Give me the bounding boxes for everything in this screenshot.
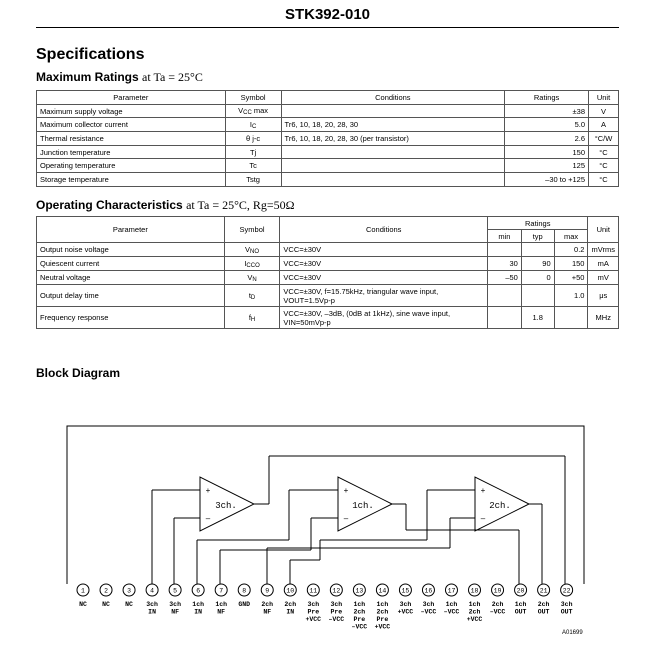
symbol-cell: θ j-c [225,132,281,146]
amp-plus-sign: + [480,486,486,495]
max-cell: 0.2 [554,243,588,257]
page-header-title: STK392-010 [284,6,371,23]
col-max: max [554,230,588,243]
pin-11 [305,584,321,623]
specifications-title: Specifications [36,46,145,63]
conditions-line: VCC=±30V, f=15.75kHz, triangular wave input, [283,286,439,296]
unit-cell: °C [589,146,619,159]
typ-cell: 90 [521,257,554,271]
rating-cell: –30 to +125 [505,173,589,187]
conditions-cell: Tr6, 10, 18, 20, 28, 30 (per transistor) [281,132,505,146]
op-char-condition: at Ta = 25°C, Rg=50Ω [186,198,295,212]
pin-label: Pre [330,608,343,616]
symbol-cell: $I_{CCO}$ [224,257,280,271]
pin-18 [467,584,483,623]
pin-label: 3ch [330,601,343,608]
symbol-cell: $f_H$ [224,307,280,329]
pin-label: +VCC [466,616,483,623]
max-cell: 1.0 [554,285,588,307]
pin-14 [375,584,391,631]
parameter-cell: Storage temperature [37,173,226,187]
rating-cell: 150 [505,146,589,159]
typ-cell: 0 [521,271,554,285]
pin-number: 3 [127,587,132,595]
rating-cell: 2.6 [505,132,589,146]
max-cell: +50 [554,271,588,285]
pin-16 [421,584,437,616]
pin-number: 9 [265,587,270,595]
unit-cell: °C [589,173,619,187]
conditions-cell: VCC=±30V [280,243,488,257]
pin-label: –VCC [351,623,368,631]
pin-label: 3ch [422,601,435,608]
pin-13 [352,584,368,631]
pin-number: 4 [150,587,155,595]
parameter-cell: Output noise voltage [37,243,225,257]
pin-number: 11 [309,587,318,595]
conditions-cell: VCC=±30V [280,271,488,285]
conditions-line: VCC=±30V, –3dB, (0dB at 1kHz), sine wave input, [283,308,451,318]
pin-label: 3ch [560,601,573,608]
pin-21 [538,584,550,616]
pin-label: 3ch [169,601,181,608]
pin-12 [329,584,345,623]
pin-label: GND [238,601,251,608]
pin-label: –VCC [328,616,345,623]
pin-number: 2 [104,587,108,595]
pin-17 [444,584,460,616]
amp-label-2ch: 2ch. [489,501,511,511]
col-typ: typ [521,230,554,243]
pin-number: 6 [196,587,201,595]
pin-number: 16 [424,587,433,595]
col-ratings: Ratings [505,91,589,105]
pin-label: Pre [376,616,389,623]
unit-cell: °C [589,159,619,173]
pin-label: 1ch [376,601,389,608]
pin-2 [100,584,112,608]
col-conditions: Conditions [281,91,505,105]
max-ratings-title: Maximum Ratings [36,70,139,84]
symbol-cell: $t_D$ [224,285,280,307]
pin-number: 10 [286,587,295,595]
amp-minus-sign: – [480,514,486,523]
pin-label: IN [194,608,203,616]
unit-cell: mA [588,257,619,271]
pin-label: +VCC [305,616,322,623]
pin-label: IN [286,608,295,616]
conditions-cell: Tr6, 10, 18, 20, 28, 30 [281,118,505,132]
col-unit: Unit [588,217,619,243]
pin-label: 3ch [307,601,320,608]
symbol-cell: Tc [225,159,281,173]
pin-label: 1ch [192,601,205,608]
pin-4 [146,584,158,616]
unit-cell: mVrms [588,243,619,257]
col-parameter: Parameter [37,217,225,243]
pin-label: OUT [514,608,527,616]
pin-label: +VCC [397,608,414,616]
pin-label: 1ch [468,601,481,608]
parameter-cell: Frequency response [37,307,225,329]
pin-number: 15 [401,587,410,595]
unit-cell: μs [588,285,619,307]
pin-label: NC [79,601,87,608]
pin-number: 1 [81,587,85,595]
pin-1 [77,584,89,608]
amp-minus-sign: – [205,514,211,523]
col-conditions: Conditions [280,217,488,243]
pin-number: 5 [173,587,178,595]
amp-label-3ch: 3ch. [215,501,237,511]
pin-label: 1ch [215,601,228,608]
amp-minus-sign: – [343,514,349,523]
unit-cell: °C/W [589,132,619,146]
max-ratings-condition: at Ta = 25°C [142,70,203,84]
symbol-cell: $V_{CC}$ max [225,105,281,118]
pin-15 [398,584,414,616]
symbol-cell: $V_N$ [224,271,280,285]
min-cell: 30 [488,257,522,271]
pin-label: NC [102,601,110,608]
parameter-cell: Output delay time [37,285,225,307]
pin-3 [123,584,135,608]
pin-number: 21 [539,587,548,595]
min-cell: –50 [488,271,522,285]
op-char-title: Operating Characteristics [36,198,183,212]
pin-number: 20 [516,587,525,595]
pin-number: 17 [447,587,456,595]
parameter-cell: Junction temperature [37,146,226,159]
block-diagram-title: Block Diagram [36,366,121,380]
parameter-cell: Maximum supply voltage [37,105,226,118]
pin-label: NF [217,608,226,616]
pin-label: NF [171,608,180,616]
pin-number: 12 [332,587,341,595]
pin-label: IN [148,608,156,616]
unit-cell: V [589,105,619,118]
drawing-code: A01699 [562,630,583,636]
pin-label: 2ch [491,601,504,608]
pin-number: 22 [562,587,571,595]
pin-label: +VCC [374,623,391,631]
pin-label: 1ch [514,601,527,608]
rating-cell: 125 [505,159,589,173]
parameter-cell: Neutral voltage [37,271,225,285]
conditions-line-2: VIN=50mVp-p [283,317,331,327]
pin-label: OUT [537,608,550,616]
pin-label: –VCC [489,608,506,616]
pin-19 [490,584,506,616]
pin-7 [215,584,227,616]
pin-9 [261,584,273,616]
unit-cell: MHz [588,307,619,329]
typ-cell: 1.8 [521,307,554,329]
symbol-cell: $V_{NO}$ [224,243,280,257]
pin-row [77,584,573,631]
amp-label-1ch: 1ch. [352,501,374,511]
pin-label: 2ch [261,601,274,608]
parameter-cell: Maximum collector current [37,118,226,132]
pin-label: 3ch [146,601,158,608]
pin-label: NF [263,608,272,616]
amp-plus-sign: + [343,486,349,495]
pin-number: 19 [493,587,502,595]
pin-number: 18 [470,587,479,595]
symbol-cell: Tj [225,146,281,159]
pin-label: –VCC [443,608,460,616]
col-min: min [488,230,522,243]
pin-number: 8 [242,587,247,595]
pin-20 [515,584,527,616]
pin-label: 2ch [376,608,389,616]
unit-cell: A [589,118,619,132]
conditions-cell: VCC=±30V [280,257,488,271]
pin-number: 7 [219,587,224,595]
pin-8 [238,584,250,608]
pin-label: 2ch [353,608,366,616]
pin-22 [561,584,573,616]
pin-label: 3ch [399,601,412,608]
symbol-cell: Tstg [225,173,281,187]
pin-label: 2ch [537,601,550,608]
col-parameter: Parameter [37,91,226,105]
max-cell: 150 [554,257,588,271]
pin-5 [169,584,181,616]
rating-cell: ±38 [505,105,589,118]
unit-cell: mV [588,271,619,285]
pin-number: 14 [378,587,387,595]
pin-label: 2ch [468,608,481,616]
pin-10 [284,584,296,616]
pin-label: Pre [353,616,366,623]
pin-label: Pre [307,608,320,616]
parameter-cell: Thermal resistance [37,132,226,146]
pin-label: OUT [560,608,573,616]
col-ratings: Ratings [488,217,588,230]
pin-label: NC [125,601,133,608]
amp-plus-sign: + [205,486,211,495]
pin-label: 1ch [353,601,366,608]
col-unit: Unit [589,91,619,105]
rating-cell: 5.0 [505,118,589,132]
pin-number: 13 [355,587,364,595]
parameter-cell: Quiescent current [37,257,225,271]
pin-6 [192,584,204,616]
parameter-cell: Operating temperature [37,159,226,173]
pin-label: 1ch [445,601,458,608]
pin-label: –VCC [420,608,437,616]
conditions-line-2: VOUT=1.5Vp-p [283,295,335,305]
pin-label: 2ch [284,601,297,608]
col-symbol: Symbol [225,91,281,105]
col-symbol: Symbol [224,217,280,243]
symbol-cell: $I_C$ [225,118,281,132]
